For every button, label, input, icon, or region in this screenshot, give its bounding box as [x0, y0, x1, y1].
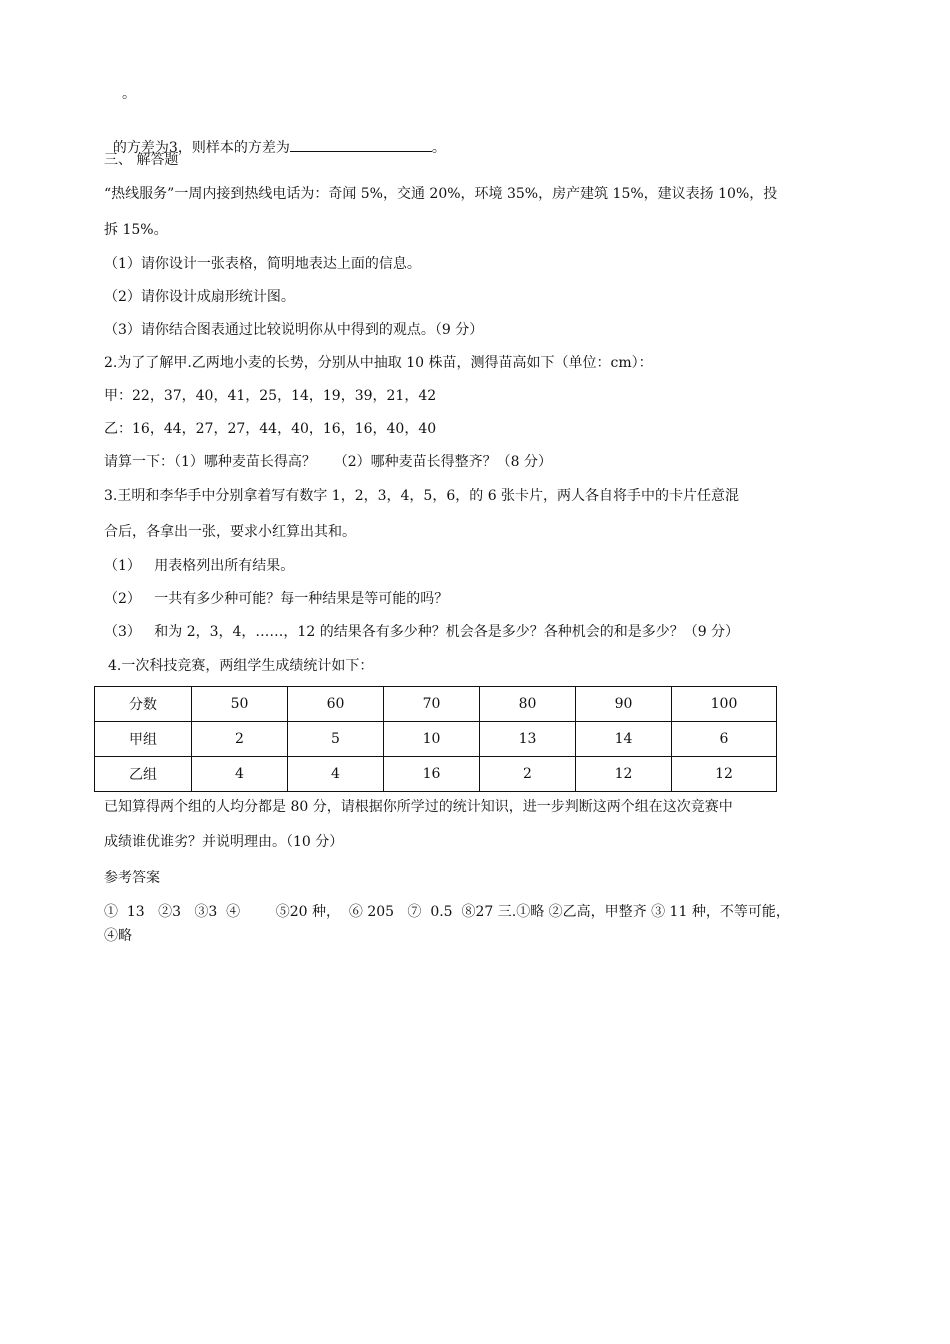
table-cell: 90 [576, 687, 672, 722]
score-table [94, 686, 777, 792]
table-row [95, 687, 777, 722]
variance-prefix: 的方差为3，则样本的方差为 [112, 140, 290, 156]
table-cell: 2 [192, 722, 288, 757]
answers-line1: ① 13 ②3 ③3 ④ ⑤20 种， ⑥ 205 ⑦ 0.5 ⑧27 三.①略 ②乙高，甲整齐 ③ 11 种，不等可能， [104, 904, 790, 920]
table-cell: 70 [384, 687, 480, 722]
q1-sub1: （1）请你设计一张表格，简明地表达上面的信息。 [104, 256, 421, 272]
table-cell: 4 [288, 757, 384, 792]
table-cell: 10 [384, 722, 480, 757]
table-cell: 60 [288, 687, 384, 722]
top-fragment: 。 [122, 86, 136, 102]
answer-blank [290, 137, 432, 152]
q3-sub3: （3） 和为 2，3，4，……，12 的结果各有多少种？机会各是多少？各种机会的和是多少？（9 分） [104, 624, 740, 640]
answers-line2: ④略 [104, 928, 132, 944]
table-cell: 16 [384, 757, 480, 792]
table-cell: 80 [480, 687, 576, 722]
q3-line1: 3.王明和李华手中分别拿着写有数字 1，2，3，4，5，6，的 6 张卡片，两人各自将手中的卡片任意混 [104, 488, 740, 504]
table-cell: 12 [576, 757, 672, 792]
q4-after1: 已知算得两个组的人均分都是 80 分，请根据你所学过的统计知识，进一步判断这两个组在这次竞赛中 [104, 799, 733, 815]
table-cell: 5 [288, 722, 384, 757]
table-cell: 12 [672, 757, 777, 792]
table-cell: 2 [480, 757, 576, 792]
q3-sub2: （2） 一共有多少种可能？每一种结果是等可能的吗？ [104, 591, 449, 607]
q1-line2: 拆 15%。 [104, 222, 168, 238]
variance-suffix: 。 [431, 140, 446, 156]
table-cell: 4 [192, 757, 288, 792]
table-row [95, 722, 777, 757]
table-cell: 13 [480, 722, 576, 757]
answers-title: 参考答案 [104, 870, 160, 886]
q4-intro: 4.一次科技竞赛，两组学生成绩统计如下： [108, 658, 374, 674]
table-cell: 50 [192, 687, 288, 722]
q2-line3: 乙：16，44，27，27，44，40，16，16，40，40 [104, 421, 437, 437]
section-title: 三、 解答题 [104, 152, 179, 168]
q1-sub3: （3）请你结合图表通过比较说明你从中得到的观点。（9 分） [104, 322, 484, 338]
table-cell: 乙组 [95, 757, 192, 792]
table-cell: 6 [672, 722, 777, 757]
table-cell: 分数 [95, 687, 192, 722]
table-cell: 甲组 [95, 722, 192, 757]
q3-line2: 合后，各拿出一张，要求小红算出其和。 [104, 524, 356, 540]
q2-line4: 请算一下：（1）哪种麦苗长得高？ （2）哪种麦苗长得整齐？（8 分） [104, 454, 552, 470]
q2-line1: 2.为了了解甲.乙两地小麦的长势，分别从中抽取 10 株苗，测得苗高如下（单位：cm）： [104, 355, 653, 371]
q2-line2: 甲：22，37，40，41，25，14，19，39，21，42 [104, 388, 437, 404]
table-cell: 100 [672, 687, 777, 722]
q4-after2: 成绩谁优谁劣？并说明理由。（10 分） [104, 834, 344, 850]
q3-sub1: （1） 用表格列出所有结果。 [104, 558, 295, 574]
q1-sub2: （2）请你设计成扇形统计图。 [104, 289, 295, 305]
table-cell: 14 [576, 722, 672, 757]
q1-line1: “热线服务”一周内接到热线电话为：奇闻 5%，交通 20%，环境 35%，房产建筑 15%，建议表扬 10%，投 [104, 186, 778, 202]
table-row [95, 757, 777, 792]
